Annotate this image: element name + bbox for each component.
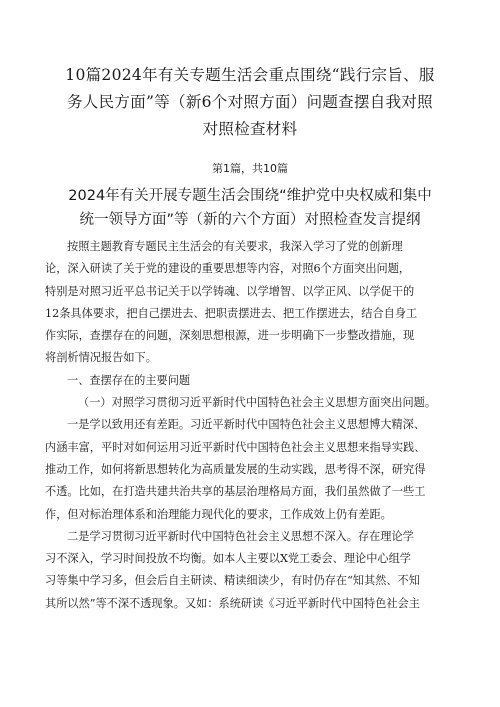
document-body [45, 236, 465, 615]
body-line: 一是学以致用还有差距。习近平新时代中国特色社会主义思想博大精深、 [67, 418, 426, 432]
body-line: （一）对照学习贯彻习近平新时代中国特色社会主义思想方面突出问题。 [78, 396, 437, 410]
body-line: 习等集中学习多，但会后自主研读、精读细读少，有时仍存在“知其然、不知 [45, 574, 420, 588]
body-line: 作实际，查摆存在的问题，深刻思想根源，进一步明确下一步整改措施，现 [45, 329, 415, 343]
body-line: 按照主题教育专题民主生活会的有关要求，我深入学习了党的创新理 [67, 240, 403, 253]
body-line: 推动工作，如何将新思想转化为高质量发展的生动实践，思考得不深，研究得 [45, 462, 426, 476]
body-line: 一、查摆存在的主要问题 [67, 373, 191, 387]
body-line: 12条具体要求，把自己摆进去、把职责摆进去、把工作摆进去，结合自身工 [45, 306, 418, 320]
speech-title-line: 统一领导方面”等（新的六个方面）对照检查发言提纲 [79, 212, 421, 228]
speech-title [50, 184, 450, 232]
body-line: 内涵丰富，平时对如何运用习近平新时代中国特色社会主义思想来指导实践、 [45, 440, 426, 454]
body-line: 论，深入研读了关于党的建设的重要思想等内容，对照6个方面突出问题， [45, 262, 411, 276]
body-line: 二是学习贯彻习近平新时代中国特色社会主义思想不深入。存在理论学 [67, 529, 414, 543]
body-line: 其所以然”等不深不透现象。又如：系统研读《习近平新时代中国特色社会主 [45, 596, 420, 610]
part-indicator: 第1篇，共10篇 [212, 162, 288, 175]
body-line: 不透。比如，在打造共建共治共享的基层治理格局方面，我们虽然做了一些工 [45, 485, 426, 499]
body-line: 特别是对照习近平总书记关于以学铸魂、以学增智、以学正风、以学促干的 [45, 284, 415, 298]
speech-title-line: 2024年有关开展专题生活会围绕“维护党中央权威和集中 [68, 188, 432, 204]
body-line: 将剖析情况报告如下。 [45, 351, 157, 365]
document-title-line: 务人民方面”等（新6个对照方面）问题查摆自我对照 [67, 93, 433, 111]
document-title [40, 62, 460, 143]
body-line: 作，但对标治理体系和治理能力现代化的要求，工作成效上仍有差距。 [45, 507, 392, 521]
body-line: 习不深入，学习时间投放不均衡。如本人主要以X党工委会、理论中心组学 [45, 552, 411, 566]
document-title-line: 对照检查材料 [202, 120, 298, 138]
document-title-line: 10篇2024年有关专题生活会重点围绕“践行宗旨、服 [65, 66, 435, 84]
